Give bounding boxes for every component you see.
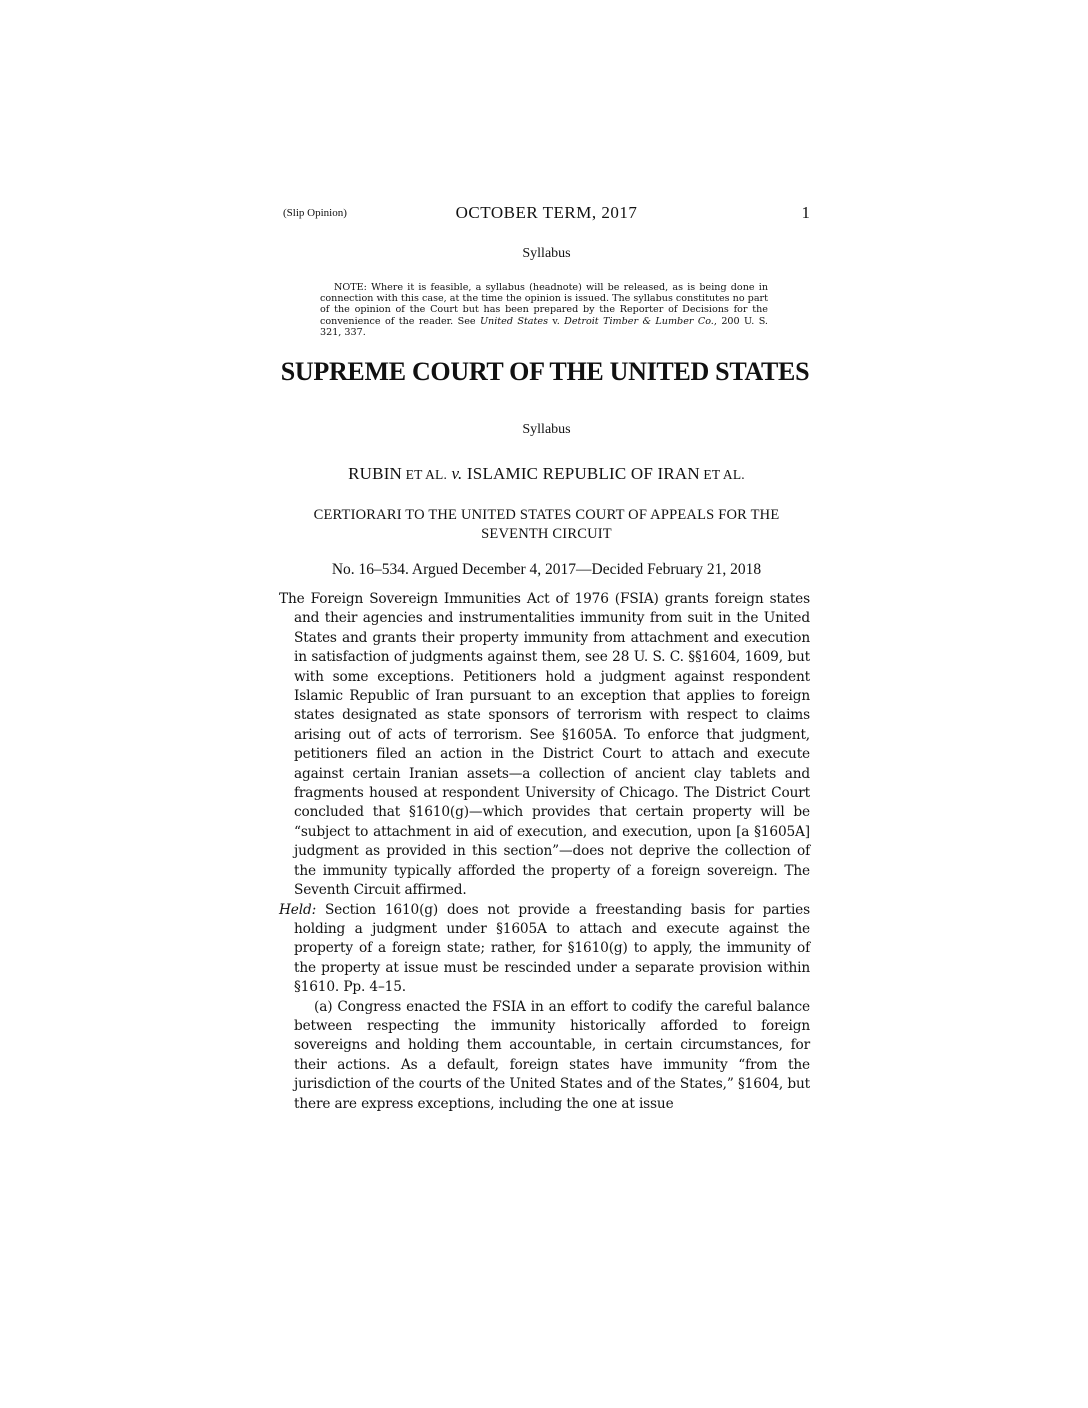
syllabus-heading: Syllabus — [522, 422, 571, 437]
holding-paragraph — [279, 901, 810, 998]
running-head — [283, 203, 810, 223]
note-v: v. — [548, 315, 565, 327]
term-heading: OCTOBER TERM, 2017 — [455, 203, 638, 222]
headnote-notice — [320, 282, 768, 338]
petitioner: RUBIN — [348, 464, 403, 483]
held-label: Held: — [279, 901, 317, 918]
certiorari-line: CERTIORARI TO THE UNITED STATES COURT OF APPEALS FOR THE SEVENTH CIRCUIT — [313, 507, 780, 542]
et-al-1: ET AL. — [402, 467, 448, 482]
syllabus-body — [279, 590, 810, 1114]
page-number: 1 — [801, 203, 810, 222]
note-text: NOTE: Where it is feasible, a syllabus (headnote) will be released, as is being done in connection with this case, at the time the opinion is issued. The syllabus constitutes no part of the opinion of the Court but has been prepared by the Reporter of Decisions for the convenience of the reader. See — [320, 282, 768, 327]
part-a-paragraph: (a) Congress enacted the FSIA in an effort to codify the careful balance between respecting the immunity historically afforded to foreign sovereigns and holding them accountable, in certain circumstances, for their actions. As a default, foreign states have immunity “from the jurisdiction of the courts of the United States and of the States,” §1604, but there are express exceptions, including the one at issue — [294, 998, 810, 1112]
slip-opinion-label: (Slip Opinion) — [283, 207, 347, 219]
case-caption — [283, 464, 810, 484]
syllabus-heading-top: Syllabus — [522, 246, 571, 261]
et-al-2: ET AL. — [699, 467, 745, 482]
versus: v. — [447, 464, 467, 483]
background-paragraph: The Foreign Sovereign Immunities Act of 1976 (FSIA) grants foreign states and their agencies and instrumentalities immunity from suit in the United States and grants their property immunity from attachment and execution in satisfaction of judgments against them, see 28 U. S. C. §§1604, 1609, but with some exceptions. Petitioners hold a judgment against respondent Islamic Republic of Iran pursuant to an exception that applies to foreign states designated as state sponsors of terrorism with respect to claims arising out of acts of terrorism. See §1605A. To enforce that judgment, petitioners filed an action in the District Court to attach and execute against certain Iranian assets—a collection of ancient clay tablets and fragments housed at respondent University of Chicago. The District Court concluded that §1610(g)—which provides that certain property will be “subject to attachment in aid of execution, and execution, upon [a §1605A] judgment as provided in this section”—does not deprive the collection of the immunity typically afforded the property of a foreign sovereign. The Seventh Circuit affirmed. — [279, 591, 810, 899]
held-text: Section 1610(g) does not provide a freestanding basis for parties holding a judgment under §1605A to attach and execute against the property of a foreign state; rather, for §1610(g) to apply, the immunity of the property at issue must be rescinded under a separate provision within §1610. Pp. 4–15. — [294, 901, 810, 996]
respondent: ISLAMIC REPUBLIC OF IRAN — [466, 464, 700, 483]
note-citation: , 200 U. S. 321, 337. — [320, 315, 768, 338]
court-name: SUPREME COURT OF THE UNITED STATES — [280, 357, 810, 386]
docket-line: No. 16–534. Argued December 4, 2017—Decided February 21, 2018 — [331, 561, 762, 578]
note-case-2: Detroit Timber & Lumber Co. — [564, 315, 714, 327]
note-case-1: United States — [479, 315, 548, 327]
